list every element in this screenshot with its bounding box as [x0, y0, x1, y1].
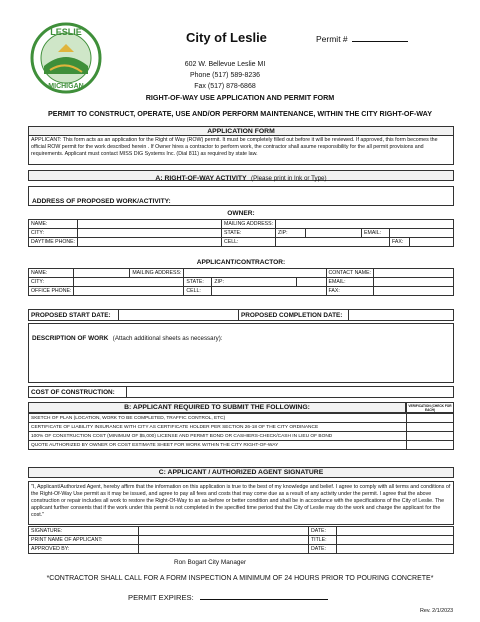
- required-item-insurance-check[interactable]: [407, 423, 454, 432]
- owner-phone-label: DAYTIME PHONE:: [29, 238, 78, 247]
- owner-city-input[interactable]: [78, 229, 222, 238]
- form-subtitle: PERMIT TO CONSTRUCT, OPERATE, USE AND/OR PERFORM MAINTENANCE, WITHIN THE CITY RIGHT-OF-WAY: [47, 109, 432, 118]
- section-b-title: B: APPLICANT REQUIRED TO SUBMIT THE FOLLOWING:: [124, 404, 310, 411]
- approved-by-label: APPROVED BY:: [29, 545, 139, 554]
- title-label: TITLE:: [309, 536, 337, 545]
- owner-fax-label: FAX:: [390, 238, 410, 247]
- cost-input[interactable]: [127, 387, 454, 398]
- required-item-sketch: SKETCH OF PLAN (LOCATION, WORK TO BE COMPLETED, TRAFFIC CONTROL, ETC): [29, 414, 407, 423]
- print-name-label: PRINT NAME OF APPLICANT:: [29, 536, 139, 545]
- revision-date: Rev. 2/1/2023: [420, 608, 454, 614]
- owner-mailing-input[interactable]: [276, 220, 454, 229]
- owner-mailing-label: MAILING ADDRESS:: [222, 220, 276, 229]
- contractor-mailing-label: MAILING ADDRESS:: [130, 269, 184, 278]
- owner-email-input[interactable]: [390, 229, 454, 238]
- owner-zip-input[interactable]: [306, 229, 362, 238]
- fax-line: Fax (517) 878-6868: [194, 83, 256, 90]
- contractor-table: [28, 268, 454, 296]
- application-form-heading: APPLICATION FORM: [29, 127, 453, 136]
- permit-expires-label: PERMIT EXPIRES:: [128, 593, 194, 602]
- city-manager-name: Ron Bogart City Manager: [174, 559, 247, 566]
- contractor-cell-input[interactable]: [212, 287, 326, 296]
- permit-number-line: [352, 34, 408, 42]
- required-item-quote-check[interactable]: [407, 441, 454, 450]
- permit-number-field[interactable]: [316, 34, 408, 44]
- required-item-bond-check[interactable]: [407, 432, 454, 441]
- required-item-sketch-check[interactable]: [407, 414, 454, 423]
- verification-label: VERIFICATION (CHECK FOR EACH): [408, 404, 452, 412]
- owner-fax-input[interactable]: [410, 238, 454, 247]
- owner-city-label: CITY:: [29, 229, 78, 238]
- required-items-table: [28, 413, 454, 450]
- cost-table: [28, 386, 454, 398]
- owner-table: [28, 219, 454, 247]
- description-label: DESCRIPTION OF WORK: [32, 335, 109, 342]
- contractor-contact-input[interactable]: [374, 269, 454, 278]
- section-a-note: (Please print in Ink or Type): [251, 175, 327, 182]
- contractor-name-input[interactable]: [74, 269, 130, 278]
- signature-table: [28, 526, 454, 554]
- description-note: (Attach additional sheets as necessary):: [112, 335, 223, 342]
- title-input[interactable]: [337, 536, 454, 545]
- owner-name-input[interactable]: [78, 220, 222, 229]
- owner-phone-input[interactable]: [78, 238, 222, 247]
- contractor-email-label: EMAIL:: [326, 278, 373, 287]
- contractor-phone-input[interactable]: [74, 287, 184, 296]
- owner-cell-input[interactable]: [276, 238, 390, 247]
- owner-state-label: STATE:: [222, 229, 276, 238]
- contractor-contact-label: CONTACT NAME:: [326, 269, 373, 278]
- signature-input[interactable]: [139, 527, 309, 536]
- required-item-bond: 100% OF CONSTRUCTION COST (MINIMUM OF $5,000) LICENSE AND PERMIT BOND OR CASHIERS-CHECK/CASH IN LIEU OF BOND: [29, 432, 407, 441]
- contractor-fax-input[interactable]: [374, 287, 454, 296]
- permit-number-label: Permit #: [316, 34, 348, 44]
- application-form-box: [28, 126, 454, 165]
- owner-heading: OWNER:: [227, 210, 255, 217]
- start-date-label: PROPOSED START DATE:: [29, 310, 119, 321]
- application-form-text: APPLICANT: This form acts as an application for the Right of Way (ROW) permit. It must be completely filled out before it will be reviewed. If approved, this form becomes the official ROW permit for the work described herein . If Owner hires a contractor to perform work, the contractor shall asume responsibility for the all permit provisions and requirements. Applicant must contact MISS DIG Systems Inc. (Dial 811) as required by state law.: [31, 137, 438, 157]
- contractor-mailing-input[interactable]: [184, 269, 326, 278]
- address-of-work-label: ADDRESS OF PROPOSED WORK/ACTIVITY:: [32, 198, 171, 205]
- permit-expires-line: [200, 592, 328, 600]
- contractor-email-input[interactable]: [374, 278, 454, 287]
- inspection-notice: *CONTRACTOR SHALL CALL FOR A FORM INSPECTION A MINIMUM OF 24 HOURS PRIOR TO POURING CONCRETE*: [46, 575, 434, 582]
- print-name-input[interactable]: [139, 536, 309, 545]
- contractor-phone-label: OFFICE PHONE:: [29, 287, 74, 296]
- contractor-zip-input[interactable]: [297, 278, 326, 287]
- owner-cell-label: CELL:: [222, 238, 276, 247]
- address-of-work-field[interactable]: [28, 186, 454, 206]
- description-of-work-field[interactable]: [28, 323, 454, 383]
- section-a-title: A: RIGHT-OF-WAY ACTIVITY: [155, 175, 247, 182]
- contractor-fax-label: FAX:: [326, 287, 373, 296]
- seal-bottom-text: MICHIGAN: [48, 83, 84, 90]
- affirmation-text: "I, Applicant/Authorized Agent, hereby affirm that the information on this application is true to the best of my knowledge and belief. I agree to comply with all terms and conditions of the Right-Of-Way Use permit as it may be issued, and agree to pay all fees and costs that may come due as a result of any activity under the permit. I agree that the above construction or repair includes all work to restore the Right-Of-Way to an as-before or better condition and shall be in accordance with the specifications of the City of Leslie. The applicant further consents that if the work under this permit is not completed in the specified time period that the City of Leslie may do the work and charge the applicant for the cost.": [28, 481, 454, 525]
- contractor-state-label: STATE:: [184, 278, 212, 287]
- contractor-cell-label: CELL:: [184, 287, 212, 296]
- verification-header: [406, 402, 454, 413]
- contractor-heading: APPLICANT/CONTRACTOR:: [196, 259, 286, 266]
- approved-date-input[interactable]: [337, 545, 454, 554]
- approved-by-input[interactable]: [139, 545, 309, 554]
- city-title: City of Leslie: [186, 30, 267, 45]
- seal-top-text: LESLIE: [50, 27, 82, 37]
- contractor-name-label: NAME:: [29, 269, 74, 278]
- dates-table: [28, 309, 454, 321]
- city-seal-logo: [30, 22, 102, 94]
- address-line: 602 W. Bellevue Leslie MI: [184, 61, 266, 68]
- approved-date-label: DATE:: [309, 545, 337, 554]
- signature-label: SIGNATURE:: [29, 527, 139, 536]
- completion-date-label: PROPOSED COMPLETION DATE:: [239, 310, 349, 321]
- contractor-zip-label: ZIP:: [212, 278, 297, 287]
- application-title: RIGHT-OF-WAY USE APPLICATION AND PERMIT FORM: [145, 93, 335, 102]
- signature-date-input[interactable]: [337, 527, 454, 536]
- section-c-heading: [28, 467, 454, 478]
- cost-label: COST OF CONSTRUCTION:: [29, 387, 127, 398]
- signature-date-label: DATE:: [309, 527, 337, 536]
- start-date-input[interactable]: [119, 310, 239, 321]
- section-b-heading: [28, 402, 406, 413]
- section-c-title: C: APPLICANT / AUTHORIZED AGENT SIGNATURE: [158, 469, 324, 476]
- required-item-insurance: CERTIFICATE OF LIABILITY INSURANCE WITH CITY AS CERTIFICATE HOLDER PER SECTION 26-18 OF THE CITY ORDINANCE: [29, 423, 407, 432]
- section-a-heading: [28, 170, 454, 181]
- owner-zip-label: ZIP:: [276, 229, 306, 238]
- required-item-quote: QUOTE AUTHORIZED BY OWNER OR COST ESTIMATE SHEET FOR WORK WITHIN THE CITY RIGHT-OF-WAY: [29, 441, 407, 450]
- phone-line: Phone (517) 589-8236: [189, 72, 261, 79]
- owner-name-label: NAME:: [29, 220, 78, 229]
- contractor-city-input[interactable]: [74, 278, 184, 287]
- owner-email-label: EMAIL:: [362, 229, 390, 238]
- contractor-city-label: CITY:: [29, 278, 74, 287]
- completion-date-input[interactable]: [349, 310, 454, 321]
- permit-expires-field[interactable]: [128, 592, 328, 602]
